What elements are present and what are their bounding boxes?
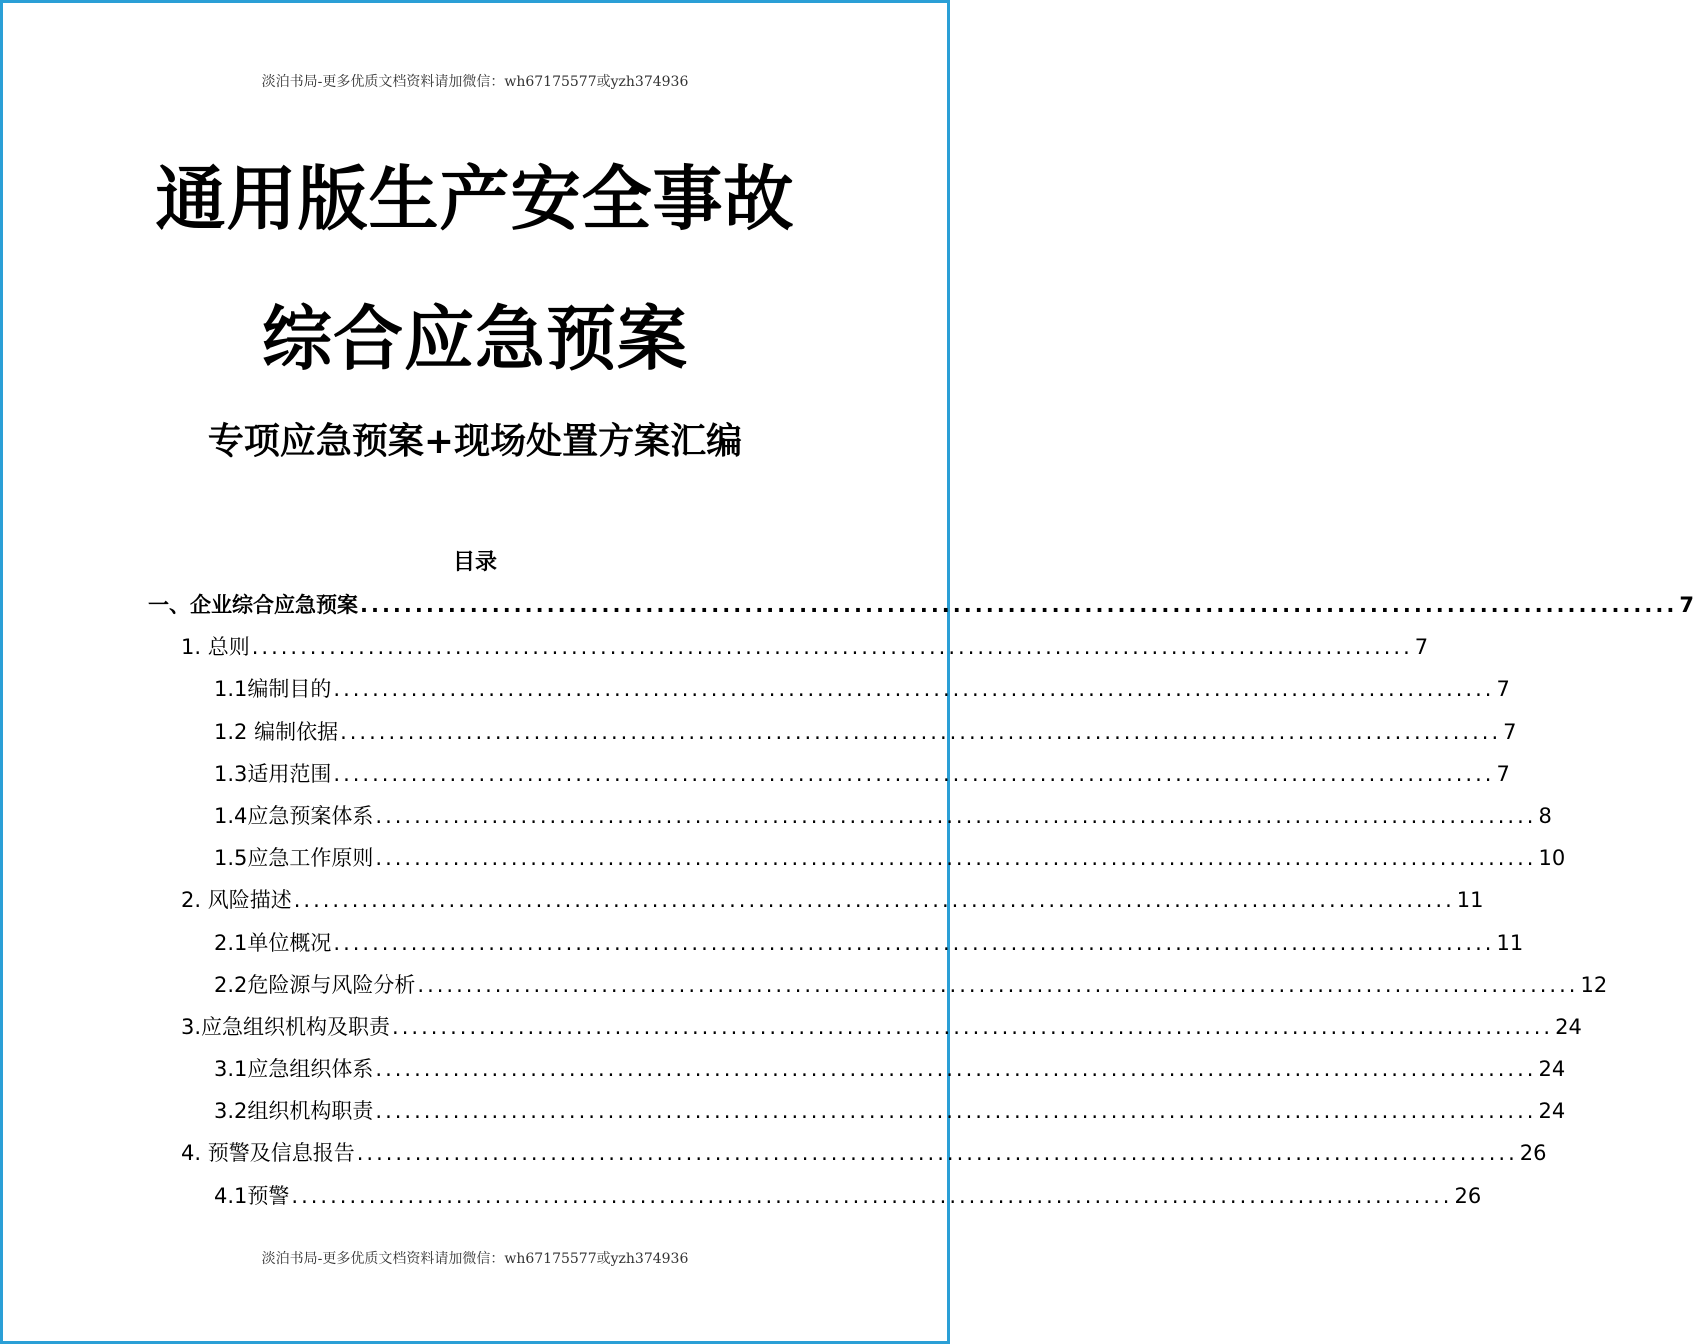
toc-leader-dots: ........................................................................................................................ <box>392 1014 1554 1039</box>
toc-leader-dots: ........................................................................................................................ <box>375 1057 1537 1082</box>
toc-entry-title: 2.2危险源与风险分析 <box>214 972 416 997</box>
toc-entry-title: 2. 风险描述 <box>181 888 292 913</box>
toc-entry-title: 一、企业综合应急预案 <box>148 593 358 617</box>
toc-leader-dots: ........................................................................................................................ <box>333 677 1495 702</box>
toc-entry[interactable] <box>148 837 1566 879</box>
toc-entry-page: 26 <box>1519 1141 1547 1166</box>
toc-leader-dots: ........................................................................................................................ <box>251 635 1413 660</box>
toc-entry-title: 4.1预警 <box>214 1183 290 1208</box>
toc-entry-page: 10 <box>1538 846 1566 871</box>
toc-entry-title: 2.1单位概况 <box>214 930 332 955</box>
toc-entry-page: 7 <box>1496 761 1510 786</box>
toc-entry[interactable] <box>148 1175 1482 1217</box>
title-line-1: 通用版生产安全事故 <box>155 158 795 240</box>
toc-leader-dots: ........................................................................................................................ <box>375 803 1537 828</box>
toc-entry[interactable] <box>148 964 1608 1006</box>
toc-entry[interactable] <box>148 668 1510 710</box>
footer-watermark: 淡泊书局-更多优质文档资料请加微信：wh67175577或yzh374936 <box>261 1251 689 1267</box>
toc-entry-title: 1.1编制目的 <box>214 677 332 702</box>
toc-entry-page: 7 <box>1503 719 1517 744</box>
toc-leader-dots: ........................................................................................................................ <box>375 1099 1537 1124</box>
toc-entry[interactable] <box>148 1048 1566 1090</box>
toc-entry-title: 3.1应急组织体系 <box>214 1057 374 1082</box>
toc-leader-dots: ........................................................................................................................ <box>360 593 1678 617</box>
toc-entry[interactable] <box>148 922 1524 964</box>
title-line-2: 综合应急预案 <box>262 298 688 380</box>
toc-entry[interactable] <box>148 753 1510 795</box>
toc-entry-page: 7 <box>1414 635 1429 660</box>
toc-entry[interactable] <box>148 795 1552 837</box>
toc-entry-page: 24 <box>1555 1014 1582 1039</box>
toc-entry-page: 11 <box>1456 888 1484 913</box>
toc-leader-dots: ........................................................................................................................ <box>333 930 1495 955</box>
toc-heading: 目录 <box>452 550 497 575</box>
toc-entry-title: 1.5应急工作原则 <box>214 846 374 871</box>
subtitle: 专项应急预案+现场处置方案汇编 <box>207 421 743 462</box>
toc-entry-page: 7 <box>1496 677 1510 702</box>
toc-entry[interactable] <box>148 584 1694 626</box>
toc-entry-title: 1.2 编制依据 <box>214 719 339 744</box>
toc-entry-page: 8 <box>1538 803 1552 828</box>
toc-entry-page: 26 <box>1454 1183 1482 1208</box>
toc-entry[interactable] <box>148 1132 1547 1174</box>
toc-leader-dots: ........................................................................................................................ <box>291 1183 1453 1208</box>
toc-entry[interactable] <box>148 1006 1582 1048</box>
toc-entry-title: 1.3适用范围 <box>214 761 332 786</box>
toc-entry-title: 3.2组织机构职责 <box>214 1099 374 1124</box>
toc-leader-dots: ........................................................................................................................ <box>356 1141 1518 1166</box>
toc-entry-page: 24 <box>1538 1057 1566 1082</box>
toc-entry-title: 4. 预警及信息报告 <box>181 1141 355 1166</box>
toc-leader-dots: ........................................................................................................................ <box>340 719 1502 744</box>
toc-entry[interactable] <box>148 626 1429 668</box>
header-watermark: 淡泊书局-更多优质文档资料请加微信：wh67175577或yzh374936 <box>261 74 689 90</box>
toc-entry[interactable] <box>148 711 1517 753</box>
toc-entry-title: 1.4应急预案体系 <box>214 803 374 828</box>
toc-entry-page: 24 <box>1538 1099 1566 1124</box>
toc-entry-page: 7 <box>1679 593 1694 617</box>
toc-entry[interactable] <box>148 1090 1566 1132</box>
toc-entry[interactable] <box>148 879 1484 921</box>
toc-leader-dots: ........................................................................................................................ <box>293 888 1455 913</box>
toc-entry-title: 3.应急组织机构及职责 <box>181 1014 391 1039</box>
toc-leader-dots: ........................................................................................................................ <box>417 972 1579 997</box>
toc-entry-page: 11 <box>1496 930 1524 955</box>
toc-leader-dots: ........................................................................................................................ <box>375 846 1537 871</box>
toc-leader-dots: ........................................................................................................................ <box>333 761 1495 786</box>
toc-entry-title: 1. 总则 <box>181 635 250 660</box>
toc-entry-page: 12 <box>1580 972 1608 997</box>
table-of-contents <box>148 584 1694 1217</box>
